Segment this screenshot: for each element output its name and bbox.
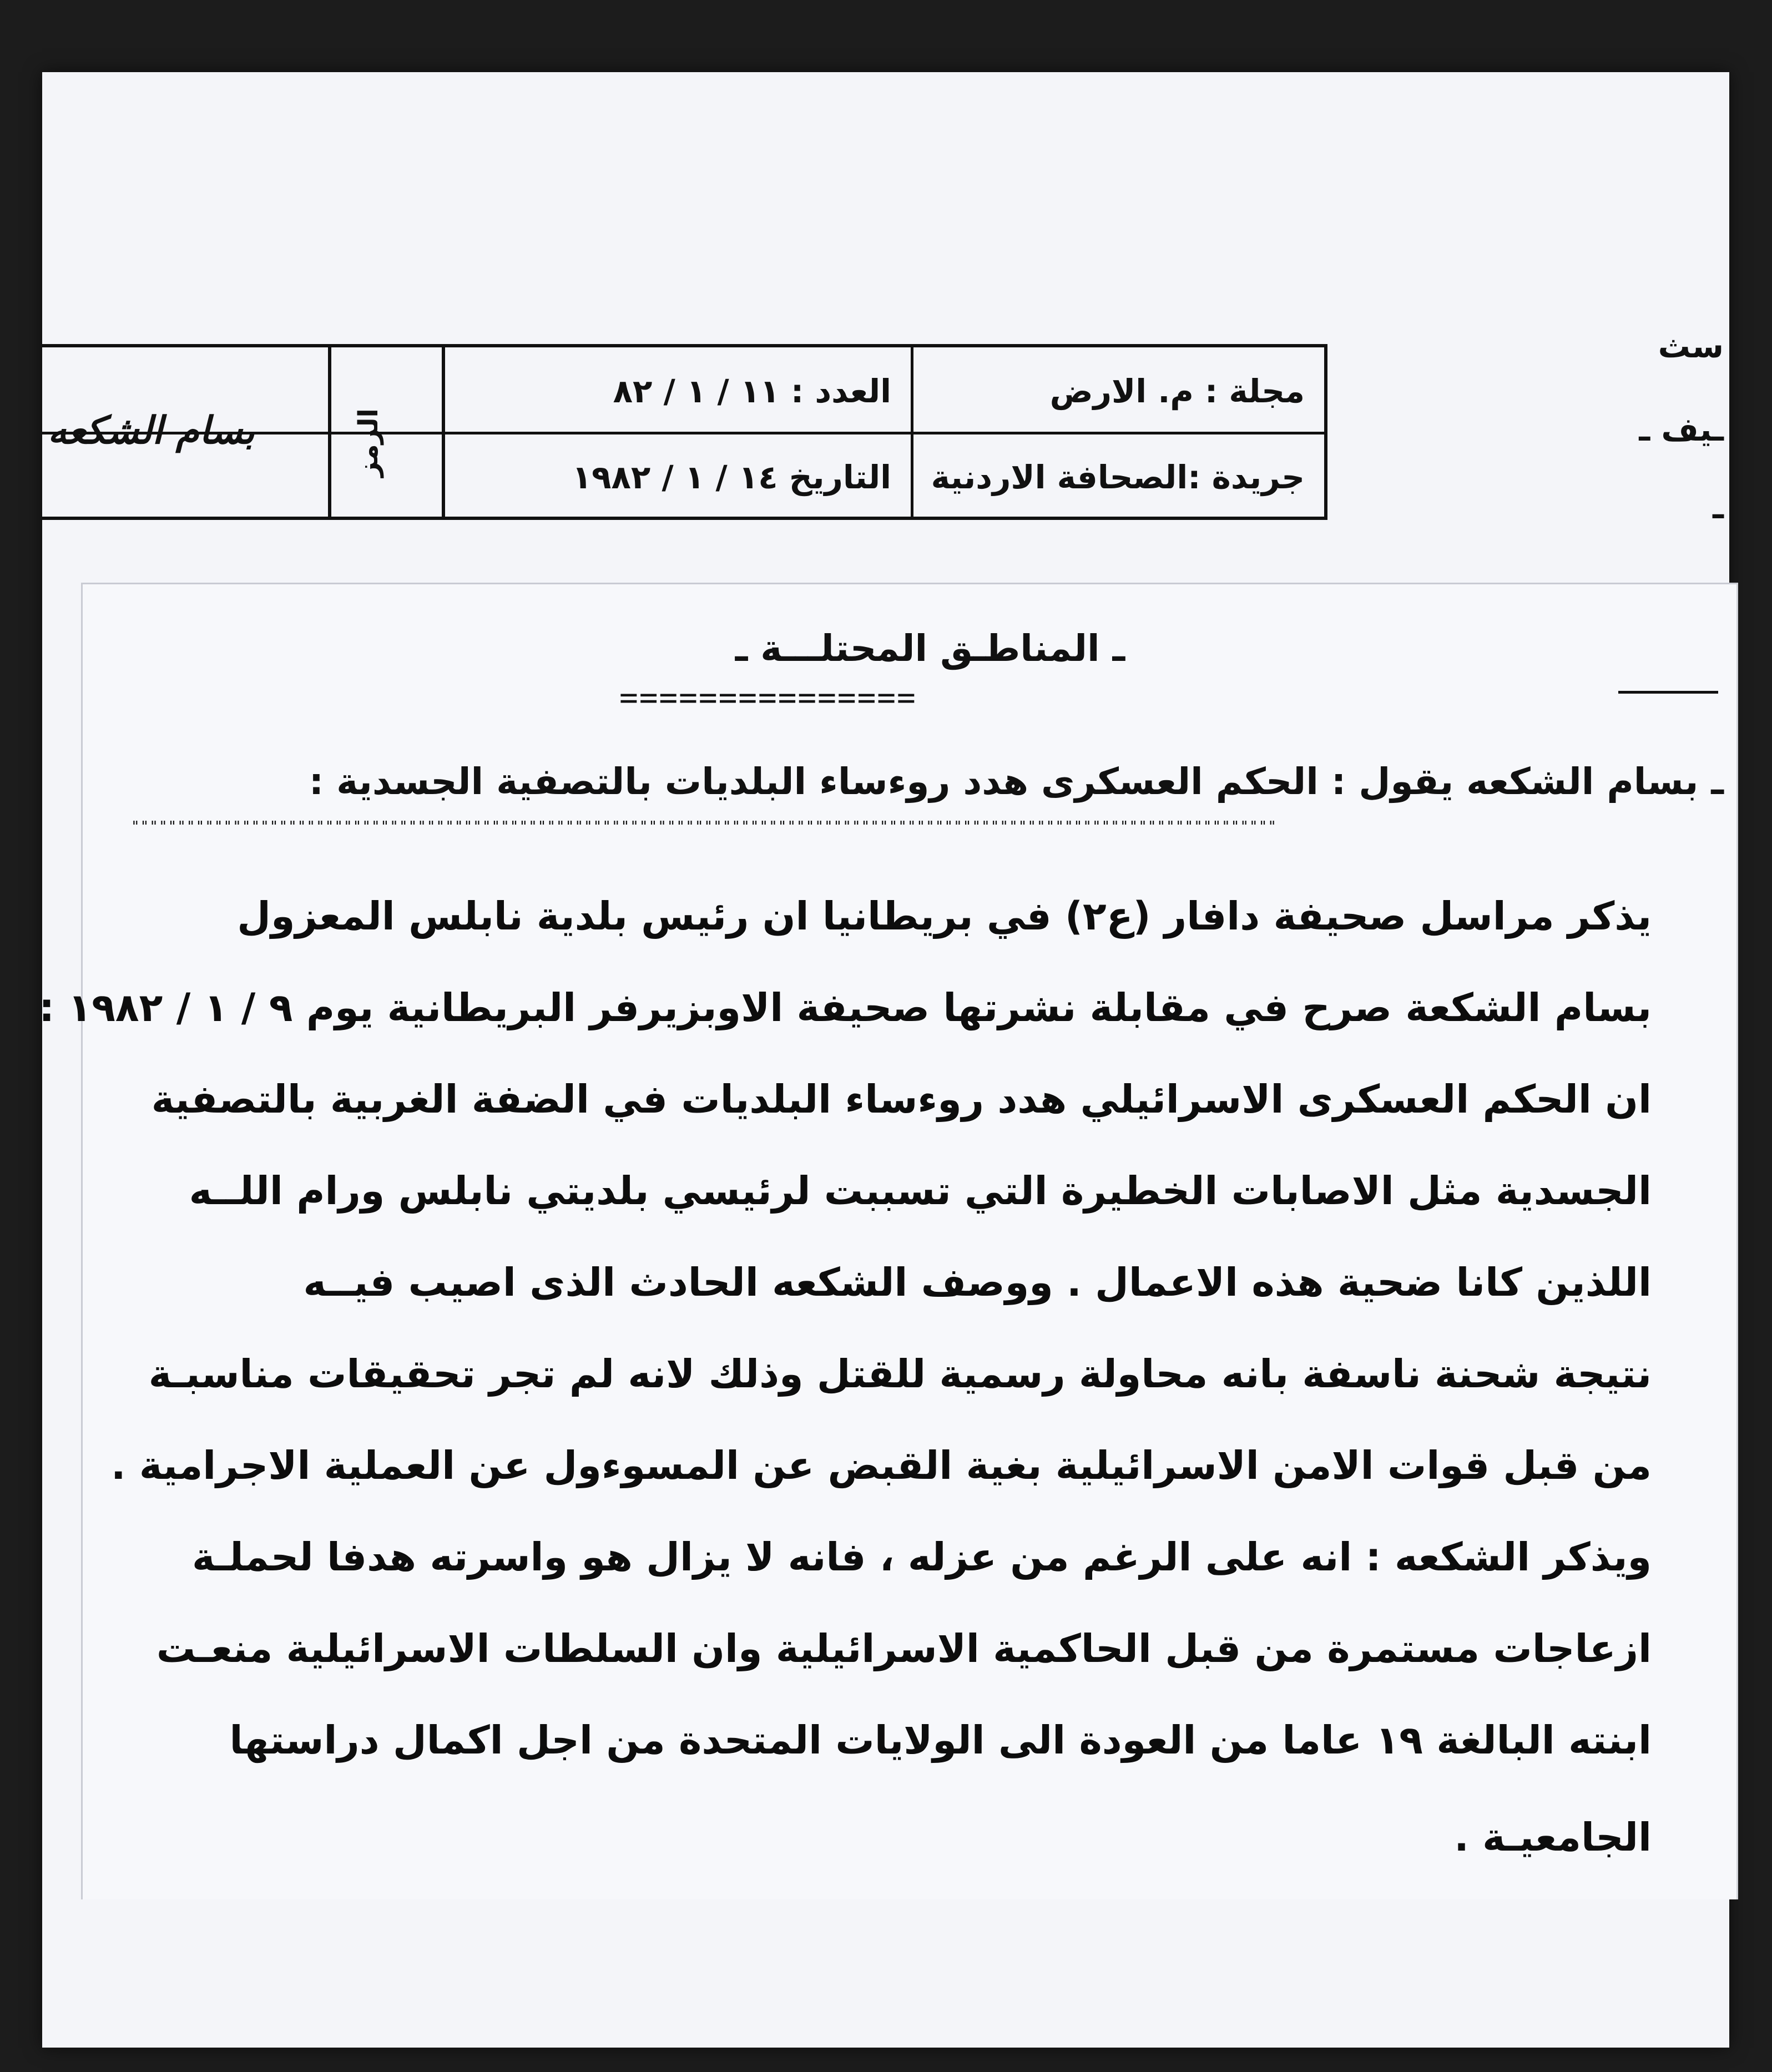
body-line: اللذين كانا ضحية هذه الاعمال . ووصف الشكعه الحادث الذى اصيب فيــه [303,1260,1652,1305]
body-line: الجسدية مثل الاصابات الخطيرة التي تسببت لرئيسي بلديتي نابلس ورام اللــه [189,1168,1652,1214]
body-line: ان الحكم العسكرى الاسرائيلي هدد روءساء البلديات في الضفة الغربية بالتصفية [151,1077,1652,1122]
adjacent-stamp-fragment [1613,327,1724,605]
body-line: يذكر مراسل صحيفة دافار (ع٢) في بريطانيا ان رئيس بلدية نابلس المعزول [237,893,1652,939]
side-fragment-text: ـ [1713,488,1724,526]
stamp-date: التاريخ ١٤ / ١ / ١٩٨٢ [572,458,891,496]
headline-underline: """""""""""""""""""""""""""""""""""""""""""""""""""""""""""""""""""""""""""""""""""""""""""""""""""""""""""""""""""""""""""" [131,818,1278,831]
body-line: بسام الشكعة صرح في مقابلة نشرتها صحيفة الاوبزيرفر البريطانية يوم ٩ / ١ / ١٩٨٢ : [39,985,1652,1030]
stamp-code-label: الرمز [353,408,384,477]
stamp-divider-vertical [442,347,445,517]
stamp-divider-vertical [911,347,913,517]
body-line: ابنته البالغة ١٩ عاما من العودة الى الولايات المتحدة من اجل اكمال دراستها [229,1717,1652,1763]
article-headline: ـ بسام الشكعه يقول : الحكم العسكرى هدد روءساء البلديات بالتصفية الجسدية : [309,760,1724,803]
stamp-divider-vertical [328,347,331,517]
stamp-magazine: مجلة : م. الارض [1049,372,1305,410]
section-title: ـ المناطـق المحتلـــة ـ [735,627,1125,670]
stamp-issue: العدد : ١١ / ١ / ٨٢ [613,372,891,410]
body-line: من قبل قوات الامن الاسرائيلية بغية القبض عن المسوءول عن العملية الاجرامية . [110,1443,1652,1488]
body-line: ازعاجات مستمرة من قبل الحاكمية الاسرائيلية وان السلطات الاسرائيلية منعـت [156,1626,1652,1671]
body-line: الجامعيـة . [1454,1815,1652,1860]
document-page [39,72,1729,2048]
stamp-newspaper: جريدة :الصحافة الاردنية [931,458,1305,496]
archive-stamp-table [42,344,1327,520]
stamp-handwritten-subject: بسام الشكعه [48,408,255,453]
title-underline: =============== [619,680,917,716]
body-line: نتيجة شحنة ناسفة بانه محاولة رسمية للقتل وذلك لانه لم تجر تحقيقات مناسبـة [148,1351,1652,1397]
side-fragment-text: سث [1658,327,1724,365]
side-fragment-text: ـيف ـ [1639,411,1724,448]
margin-dash [1618,691,1718,694]
body-line: ويذكر الشكعه : انه على الرغم من عزله ، فانه لا يزال هو واسرته هدفا لحملـة [192,1534,1652,1580]
